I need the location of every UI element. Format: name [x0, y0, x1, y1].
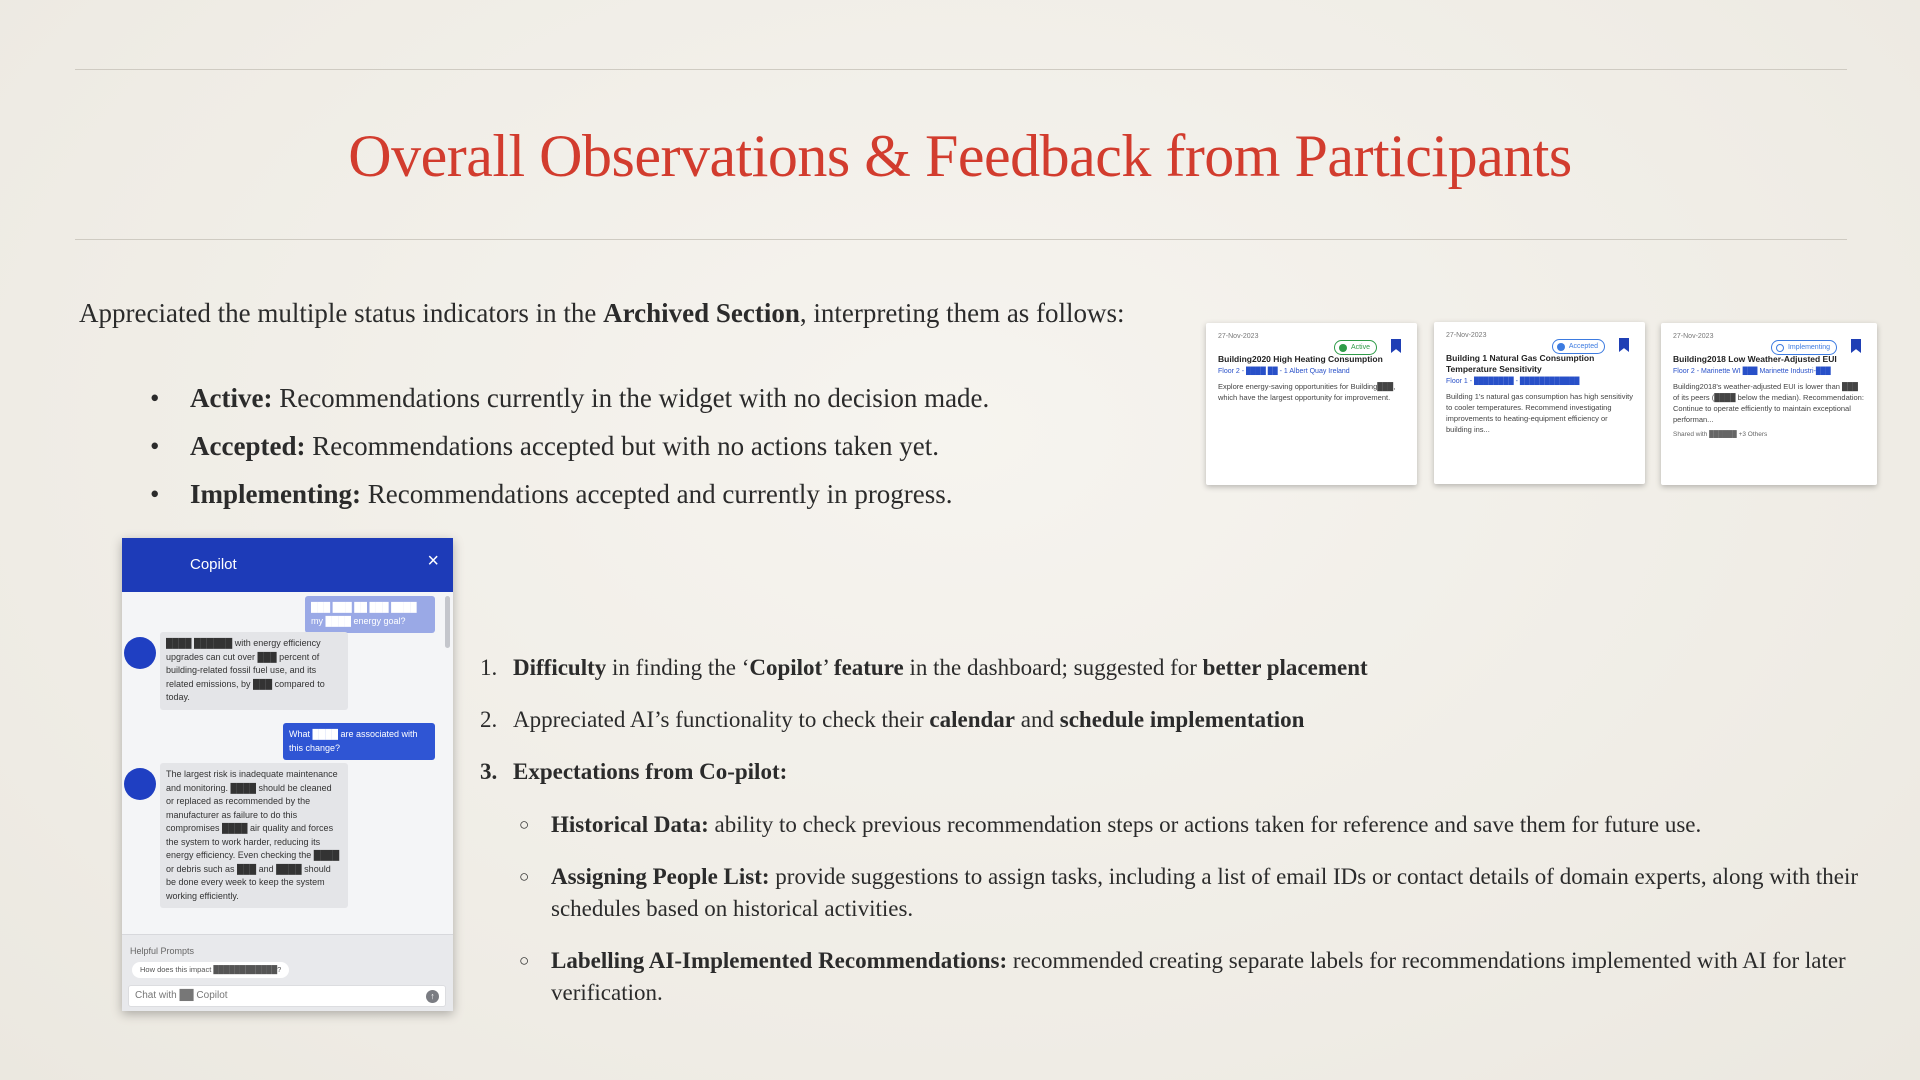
slide-title: Overall Observations & Feedback from Participants [348, 123, 1572, 189]
bookmark-icon[interactable] [1851, 339, 1861, 353]
top-rule [75, 69, 1847, 70]
card-title: Building2018 Low Weather-Adjusted EUI [1673, 354, 1837, 364]
chat-scrollbar[interactable] [445, 596, 450, 648]
expectation-assigning-people: ○ Assigning People List: provide suggestions to assign tasks, including a list of email IDs or contact details of domain experts, along with their schedules based on historical activities. [519, 861, 1879, 925]
card-description: Building2018's weather-adjusted EUI is lower than ███ of its peers (████ below the median). Recommendation: Continue to operate efficiently to maintain exceptional performan... [1673, 382, 1864, 424]
card-title: Building 1 Natural Gas Consumption Temperature Sensitivity [1446, 353, 1595, 374]
card-shared-with: Shared with ██████ +3 Others [1673, 431, 1768, 438]
status-item-active: • Active: Recommendations currently in the widget with no decision made. [150, 380, 1150, 428]
feedback-item-2: 2. Appreciated AI’s functionality to check their calendar and schedule implementation [480, 707, 1305, 732]
send-icon[interactable]: ↑ [426, 990, 439, 1003]
status-badge: Implementing [1771, 340, 1837, 355]
card-date: 27-Nov-2023 [1218, 333, 1259, 340]
chat-history[interactable] [122, 592, 453, 934]
feedback-item-1: 1. Difficulty in finding the ‘Copilot’ feature in the dashboard; suggested for better placement [480, 655, 1368, 680]
recommendation-card-accepted[interactable] [1434, 322, 1645, 484]
chat-input-placeholder: Chat with ██ Copilot [135, 990, 228, 1001]
card-title: Building2020 High Heating Consumption [1218, 354, 1383, 364]
recommendation-card-implementing[interactable] [1661, 323, 1877, 485]
card-description: Building 1's natural gas consumption has high sensitivity to cooler temperatures. Recommend investigating improvements to heating-equipment efficiency or building ins... [1446, 392, 1633, 434]
status-badge: Accepted [1552, 339, 1605, 354]
feedback-item-3: 3. Expectations from Co-pilot: [480, 759, 788, 784]
card-date: 27-Nov-2023 [1446, 332, 1487, 339]
recommendation-card-active[interactable] [1206, 323, 1417, 485]
copilot-footer [122, 934, 453, 1011]
copilot-title: Copilot [190, 556, 237, 573]
title-rule [75, 239, 1847, 240]
expectation-labelling-ai: ○ Labelling AI-Implemented Recommendations: recommended creating separate labels for recommendations implemented with AI for later verification. [519, 945, 1879, 1009]
helpful-prompts-label: Helpful Prompts [130, 946, 195, 956]
user-message: What ████ are associated with this change? [283, 723, 435, 760]
card-location: Floor 2 - Marinette WI ███ Marinette Industri-███ [1673, 368, 1831, 375]
bookmark-icon[interactable] [1619, 338, 1629, 352]
status-list [150, 380, 1150, 524]
bot-message: ████ ██████ with energy efficiency upgrades can cut over ███ percent of building-related fossil fuel use, and its related emissions, by ███ compared to today. [160, 632, 348, 710]
copilot-header [122, 538, 453, 592]
chat-input[interactable] [128, 985, 446, 1007]
user-message: ███ ███ ██ ███ ████ my ████ energy goal? [305, 596, 435, 633]
expectation-historical-data: ○ Historical Data: ability to check previous recommendation steps or actions taken for reference and save them for future use. [519, 809, 1879, 841]
copilot-avatar [124, 768, 156, 800]
card-date: 27-Nov-2023 [1673, 333, 1714, 340]
intro-paragraph: Appreciated the multiple status indicators in the Archived Section, interpreting them as follows: [79, 298, 1125, 328]
card-location: Floor 1 - ████████ - ████████████ [1446, 378, 1580, 385]
bookmark-icon[interactable] [1391, 339, 1401, 353]
card-location: Floor 2 - ████ ██ - 1 Albert Quay Ireland [1218, 368, 1350, 375]
copilot-avatar [124, 637, 156, 669]
helpful-prompt-chip[interactable]: How does this impact ████████████? [132, 962, 289, 978]
status-item-implementing: • Implementing: Recommendations accepted and currently in progress. [150, 476, 1150, 524]
status-badge: Active [1334, 340, 1377, 355]
copilot-panel [122, 538, 453, 1011]
bot-message: The largest risk is inadequate maintenance and monitoring. ████ should be cleaned or replaced as recommended by the manufacturer as failure to do this compromises ████ air quality and forces the system to work harder, reducing its energy efficiency. Even checking the ████ or debris such as ███ and ████ should be done every week to keep the system working efficiently. [160, 763, 348, 908]
close-icon[interactable]: × [427, 550, 439, 572]
card-description: Explore energy-saving opportunities for Building███, which have the largest opportunity for improvement. [1218, 382, 1396, 402]
status-item-accepted: • Accepted: Recommendations accepted but with no actions taken yet. [150, 428, 1150, 476]
